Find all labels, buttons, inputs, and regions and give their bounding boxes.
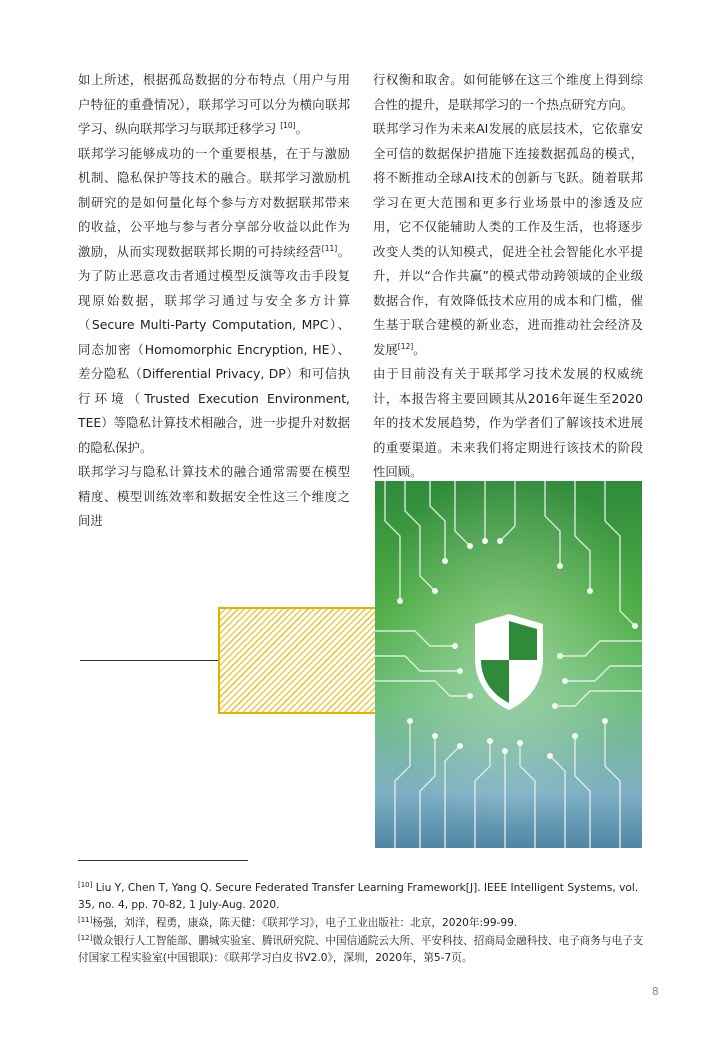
- footnote-ref: [10]: [78, 881, 93, 889]
- decorative-line: [80, 660, 218, 661]
- page-number: 8: [652, 986, 659, 998]
- footnote: [78, 933, 644, 967]
- paragraph: 由于目前没有关于联邦学习技术发展的权威统计，本报告将主要回顾其从2016年诞生至2020年的技术发展趋势，作为学者们了解该技术进展的重要渠道。未来我们将定期进行该技术的阶段性回顾。: [373, 366, 643, 479]
- text: 联邦学习作为未来AI发展的底层技术，它依靠安全可信的数据保护措施下连接数据孤岛的模式，将不断推动全球AI技术的创新与飞跃。随着联邦学习在更大范围和更多行业场景中的渗透及应用，它不仅能辅助人类的工作及生活，也将逐步改变人类的认知模式，促进全社会智能化水平提升，并以“合作共赢”的模式带动跨领域的企业级数据合作，有效降低技术应用的成本和门槛，催生基于联合建模的新业态，进而推动社会经济及发展: [373, 121, 643, 357]
- footnote-separator: [78, 860, 248, 861]
- footnote-text: Liu Y, Chen T, Yang Q. Secure Federated Transfer Learning Framework[J]. IEEE Intelligent Systems, vol. 35, no. 4, pp. 70-82, 1 July-Aug. 2020.: [78, 882, 639, 911]
- paragraph: 联邦学习与隐私计算技术的融合通常需要在模型精度、模型训练效率和数据安全性这三个维度之间进: [78, 464, 350, 528]
- footnote-ref[interactable]: [12]: [397, 341, 414, 351]
- right-column: [373, 68, 643, 485]
- text: 如上所述，根据孤岛数据的分布特点（用户与用户特征的重叠情况），联邦学习可以分为横向联邦学习、纵向联邦学习与联邦迁移学习: [78, 72, 350, 136]
- footnote: [78, 880, 644, 914]
- text: 。为了防止恶意攻击者通过模型反演等攻击手段复现原始数据，联邦学习通过与安全多方计算（Secure Multi-Party Computation, MPC）、同态加密（Homomorphic Encryption, HE）、差分隐私（Differential Privacy, DP）和可信执行环境（Trusted Execution Environment, TEE）等隐私计算技术相融合，进一步提升对数据的隐私保护。: [78, 243, 351, 455]
- text: 联邦学习能够成功的一个重要根基，在于与激励机制、隐私保护等技术的融合。联邦学习激励机制研究的是如何量化每个参与方对数据联邦带来的收益，公平地与参与者分享部分收益以此作为激励，从而实现数据联邦长期的可持续经营: [78, 145, 350, 259]
- paragraph: 行权衡和取舍。如何能够在这三个维度上得到综合性的提升，是联邦学习的一个热点研究方向。: [373, 72, 643, 112]
- footnote-ref: [11]: [78, 916, 93, 924]
- footnote-ref: [12]: [78, 934, 93, 942]
- text: 。: [295, 121, 308, 136]
- paragraph: [78, 68, 350, 142]
- footnote: [78, 915, 644, 932]
- paragraph: [78, 142, 350, 461]
- paragraph: [373, 117, 643, 362]
- footnote-ref[interactable]: [10]: [280, 121, 296, 130]
- footnote-ref[interactable]: [11]: [321, 243, 338, 253]
- footnote-text: 微众银行人工智能部、鹏城实验室、腾讯研究院、中国信通院云大所、平安科技、招商局金融科技、电子商务与电子支付国家工程实验室(中国银联)：《联邦学习白皮书V2.0》，深圳，2020年，第5-7页。: [78, 935, 644, 964]
- shield-circuit-icon: [375, 481, 642, 848]
- footnote-text: 杨强，刘洋，程勇，康焱，陈天健：《联邦学习》，电子工业出版社：北京，2020年:99-99.: [92, 917, 518, 929]
- decorative-hatch-box: [218, 607, 400, 714]
- text: 。: [413, 341, 426, 357]
- left-column: [78, 68, 350, 534]
- footnotes: [78, 880, 644, 968]
